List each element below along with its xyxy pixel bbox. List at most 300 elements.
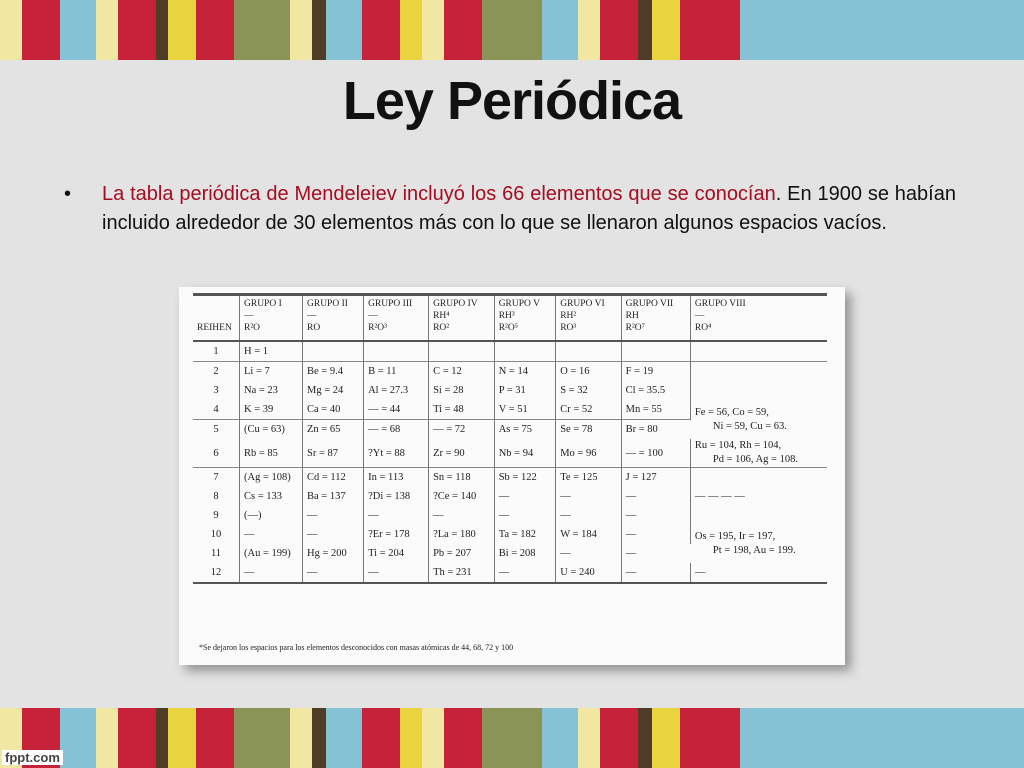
table-cell xyxy=(240,563,303,583)
table-cell xyxy=(690,341,827,362)
cell-text: Sr = 87 xyxy=(307,447,339,459)
header-group-4 xyxy=(429,295,495,342)
cell-text: — = 44 xyxy=(368,404,401,415)
cell-text: ?Di = 138 xyxy=(368,491,411,502)
header-line: GRUPO V xyxy=(498,299,540,309)
header-line: RO xyxy=(307,323,321,333)
stripe xyxy=(680,0,740,60)
table-cell xyxy=(240,420,303,440)
table-cell xyxy=(364,506,429,525)
header-group-8 xyxy=(690,295,827,342)
table-cell xyxy=(429,362,495,382)
table-cell xyxy=(364,420,429,440)
table-cell xyxy=(429,400,495,420)
table-cell xyxy=(621,506,690,525)
stripe xyxy=(638,0,652,60)
table-cell xyxy=(303,525,364,544)
table-cell xyxy=(556,381,621,400)
table-cell xyxy=(556,468,621,488)
row-number xyxy=(193,362,240,382)
cell-text: Os = 195, Ir = 197, xyxy=(694,531,776,542)
cell-text: Ti = 48 xyxy=(433,404,464,415)
header-group-6 xyxy=(556,295,621,342)
table-cell xyxy=(303,381,364,400)
table-cell xyxy=(556,525,621,544)
cell-text: — xyxy=(307,510,318,521)
table-cell xyxy=(240,525,303,544)
stripe xyxy=(444,708,482,768)
cell-text: 7 xyxy=(213,472,219,483)
cell-text: 1 xyxy=(213,346,219,357)
cell-text: (Cu = 63) xyxy=(244,424,285,435)
row-number xyxy=(193,544,240,563)
cell-text: 11 xyxy=(210,548,222,559)
cell-text: 9 xyxy=(213,510,219,521)
table-cell xyxy=(556,439,621,468)
header-line: GRUPO I xyxy=(244,299,282,309)
cell-text: — — — — xyxy=(694,490,745,502)
table-cell xyxy=(621,400,690,420)
header-line: RH xyxy=(625,311,639,321)
table-cell xyxy=(494,563,556,583)
table-row xyxy=(193,563,827,583)
table-cell xyxy=(621,381,690,400)
table-cell xyxy=(240,468,303,488)
header-line: RH⁴ xyxy=(433,311,450,321)
header-line: R²O⁵ xyxy=(498,323,519,333)
cell-text: Nb = 94 xyxy=(498,447,534,459)
cell-text: Si = 28 xyxy=(433,385,464,396)
stripe xyxy=(422,708,444,768)
bullet-paragraph xyxy=(64,180,956,238)
header-line: RH³ xyxy=(498,311,515,321)
table-cell xyxy=(621,563,690,583)
table-cell xyxy=(429,381,495,400)
cell-text: — xyxy=(625,491,637,502)
stripe xyxy=(444,0,482,60)
stripe xyxy=(156,708,168,768)
table-cell xyxy=(621,341,690,362)
table-cell xyxy=(494,381,556,400)
header-line: — xyxy=(244,311,254,321)
stripe xyxy=(290,0,312,60)
stripe xyxy=(234,0,290,60)
header-line: REIHEN xyxy=(197,323,232,333)
table-cell xyxy=(364,341,429,362)
table-cell xyxy=(429,544,495,563)
table-cell xyxy=(429,341,495,362)
cell-text: 8 xyxy=(213,491,219,502)
header-line: RO³ xyxy=(560,323,577,333)
table-cell xyxy=(621,439,690,468)
header-reihen xyxy=(193,295,240,342)
table-cell xyxy=(303,468,364,488)
table-row xyxy=(193,341,827,362)
table-cell xyxy=(240,506,303,525)
table-cell xyxy=(364,544,429,563)
table-cell xyxy=(556,487,621,506)
header-group-1 xyxy=(240,295,303,342)
table-cell xyxy=(556,506,621,525)
periodic-table-image xyxy=(179,287,845,665)
cell-text: ?Er = 178 xyxy=(368,529,410,540)
row-number xyxy=(193,506,240,525)
table-row xyxy=(193,487,827,506)
header-line: GRUPO IV xyxy=(433,299,478,309)
cell-text: Ta = 182 xyxy=(498,529,536,540)
table-cell xyxy=(303,400,364,420)
header-line: R²O⁷ xyxy=(625,323,645,333)
table-cell xyxy=(364,400,429,420)
cell-text: Pb = 207 xyxy=(433,548,472,559)
cell-text: ?Yt = 88 xyxy=(368,447,405,459)
table-cell xyxy=(364,439,429,468)
stripe xyxy=(60,708,96,768)
cell-text: — xyxy=(560,491,571,502)
stripe xyxy=(234,708,290,768)
table-cell xyxy=(364,362,429,382)
stripe xyxy=(400,708,422,768)
table-cell xyxy=(364,563,429,583)
cell-text: — xyxy=(307,567,318,578)
cell-text: Se = 78 xyxy=(560,424,593,435)
stripe xyxy=(482,0,542,60)
header-line: R²O xyxy=(244,323,261,333)
table-cell xyxy=(303,362,364,382)
table-cell xyxy=(690,468,827,488)
table-cell xyxy=(364,468,429,488)
cell-text: Mg = 24 xyxy=(307,385,344,396)
header-line: — xyxy=(307,311,317,321)
table-footnote: *Se dejaron los espacios para los elementos desconocidos con masas atómicas de 44, 68, 72 y 100 xyxy=(199,643,514,652)
cell-text: Bi = 208 xyxy=(498,548,536,559)
cell-text: N = 14 xyxy=(498,366,528,377)
stripe xyxy=(156,0,168,60)
table-cell xyxy=(494,439,556,468)
stripe xyxy=(0,0,22,60)
stripe xyxy=(362,708,400,768)
cell-text: Cd = 112 xyxy=(307,472,346,483)
cell-text: K = 39 xyxy=(244,404,274,415)
row-number xyxy=(193,563,240,583)
header-line: GRUPO III xyxy=(368,299,413,309)
table-cell xyxy=(494,506,556,525)
table-row xyxy=(193,468,827,488)
table-cell xyxy=(240,487,303,506)
cell-text: — = 72 xyxy=(433,424,466,435)
cell-text: 10 xyxy=(210,529,222,540)
table-cell xyxy=(690,381,827,400)
table-cell xyxy=(303,563,364,583)
stripe xyxy=(680,708,740,768)
cell-text: As = 75 xyxy=(498,424,533,435)
row-number xyxy=(193,341,240,362)
stripe xyxy=(482,708,542,768)
table-cell xyxy=(240,544,303,563)
cell-text: Rb = 85 xyxy=(244,447,278,459)
table-cell xyxy=(621,420,690,440)
stripe xyxy=(196,708,234,768)
table-cell xyxy=(240,381,303,400)
bottom-stripe-band xyxy=(0,708,1024,768)
table-cell xyxy=(429,439,495,468)
stripe xyxy=(600,0,638,60)
table-cell xyxy=(690,400,827,439)
table-cell xyxy=(494,362,556,382)
table-cell xyxy=(494,525,556,544)
cell-text: Cr = 52 xyxy=(560,404,593,415)
cell-text: — xyxy=(307,529,318,540)
cell-text: C = 12 xyxy=(433,366,462,377)
table-cell xyxy=(303,506,364,525)
bullet-dot: • xyxy=(64,183,72,205)
header-line: R²O³ xyxy=(368,323,387,333)
header-line xyxy=(197,310,235,322)
cell-text: — xyxy=(625,567,637,578)
table-cell xyxy=(364,525,429,544)
cell-text: (Ag = 108) xyxy=(244,472,291,483)
cell-text: — xyxy=(625,510,637,521)
table-cell xyxy=(429,525,495,544)
stripe xyxy=(326,708,362,768)
cell-text: Cl = 35.5 xyxy=(625,385,666,396)
stripe xyxy=(168,708,196,768)
header-group-2 xyxy=(303,295,364,342)
table-cell xyxy=(621,487,690,506)
stripe xyxy=(362,0,400,60)
cell-text: — xyxy=(244,529,255,540)
table-cell xyxy=(429,563,495,583)
table-cell xyxy=(556,341,621,362)
table-cell xyxy=(556,400,621,420)
stripe xyxy=(542,708,578,768)
cell-text: Mn = 55 xyxy=(625,404,662,415)
table-row xyxy=(193,381,827,400)
header-line: RH² xyxy=(560,311,577,321)
stripe xyxy=(196,0,234,60)
stripe xyxy=(168,0,196,60)
table-cell xyxy=(240,439,303,468)
cell-text: P = 31 xyxy=(498,385,526,396)
cell-text: Li = 7 xyxy=(244,366,270,377)
table-cell xyxy=(429,420,495,440)
cell-text: O = 16 xyxy=(560,366,590,377)
table-cell xyxy=(621,544,690,563)
table-cell xyxy=(303,544,364,563)
table-cell xyxy=(303,420,364,440)
stripe xyxy=(542,0,578,60)
cell-text: Be = 9.4 xyxy=(307,366,343,377)
cell-text: H = 1 xyxy=(244,346,269,357)
table-cell xyxy=(494,400,556,420)
cell-text: W = 184 xyxy=(560,529,597,540)
table-cell xyxy=(240,341,303,362)
cell-text: 3 xyxy=(213,385,219,396)
table-cell xyxy=(494,341,556,362)
cell-text: Ti = 204 xyxy=(368,548,404,559)
cell-text: — xyxy=(368,510,379,521)
cell-text: 6 xyxy=(213,447,219,459)
table-cell xyxy=(429,468,495,488)
cell-text: U = 240 xyxy=(560,567,595,578)
cell-text: — = 68 xyxy=(368,424,401,435)
row-number xyxy=(193,468,240,488)
header-group-7 xyxy=(621,295,690,342)
header-line: RO⁴ xyxy=(694,323,712,333)
cell-text: — xyxy=(498,510,510,521)
cell-text: J = 127 xyxy=(625,472,657,483)
cell-text: — xyxy=(694,566,706,578)
header-line: RO² xyxy=(433,323,450,333)
cell-text: ?La = 180 xyxy=(433,529,476,540)
stripe xyxy=(312,0,326,60)
top-stripe-band xyxy=(0,0,1024,60)
cell-text: Al = 27.3 xyxy=(368,385,409,396)
table-row xyxy=(193,400,827,420)
header-line: GRUPO VII xyxy=(625,299,674,309)
bullet-text xyxy=(102,180,956,238)
stripe xyxy=(118,708,156,768)
cell-text: Hg = 200 xyxy=(307,548,347,559)
cell-text: 4 xyxy=(213,404,219,415)
stripe xyxy=(578,0,600,60)
table-cell xyxy=(240,362,303,382)
table-cell xyxy=(556,420,621,440)
cell-text: — xyxy=(433,510,444,521)
table-cell xyxy=(494,487,556,506)
row-number xyxy=(193,525,240,544)
cell-text: ?Ce = 140 xyxy=(433,491,477,502)
table-cell xyxy=(556,362,621,382)
cell-text: — xyxy=(560,510,571,521)
cell-text: 2 xyxy=(213,366,219,377)
table-row xyxy=(193,506,827,525)
stripe xyxy=(638,708,652,768)
table-cell xyxy=(690,506,827,525)
cell-text: S = 32 xyxy=(560,385,588,396)
table-cell xyxy=(621,362,690,382)
cell-text: Mo = 96 xyxy=(560,447,597,459)
stripe xyxy=(600,708,638,768)
table-cell xyxy=(621,468,690,488)
cell-text: — xyxy=(560,548,571,559)
stripe xyxy=(96,708,118,768)
cell-text: — = 100 xyxy=(625,447,664,459)
cell-text: Th = 231 xyxy=(433,567,472,578)
table-cell xyxy=(494,468,556,488)
stripe xyxy=(578,708,600,768)
stripe xyxy=(652,708,680,768)
table-cell xyxy=(364,487,429,506)
cell-text: Ru = 104, Rh = 104, xyxy=(694,440,782,451)
cell-text: — xyxy=(368,567,379,578)
stripe xyxy=(290,708,312,768)
stripe xyxy=(96,0,118,60)
cell-text: Sb = 122 xyxy=(498,472,537,483)
cell-text: (—) xyxy=(244,510,262,521)
table-cell xyxy=(303,487,364,506)
cell-text: F = 19 xyxy=(625,366,654,377)
table-row xyxy=(193,362,827,382)
cell-text: Br = 80 xyxy=(625,424,658,435)
bullet-highlight: La tabla periódica de Mendeleiev incluyó los 66 elementos que se conocían xyxy=(102,183,776,205)
cell-text: In = 113 xyxy=(368,472,404,483)
table-cell xyxy=(690,439,827,468)
cell-text: — xyxy=(244,567,255,578)
table-cell xyxy=(690,487,827,506)
table-cell xyxy=(494,544,556,563)
stripe xyxy=(652,0,680,60)
cell-text: V = 51 xyxy=(498,404,528,415)
table-cell xyxy=(621,525,690,544)
mendeleev-table xyxy=(193,293,827,584)
stripe xyxy=(400,0,422,60)
cell-text: Fe = 56, Co = 59, xyxy=(694,406,769,418)
cell-text: Na = 23 xyxy=(244,385,278,396)
stripe xyxy=(422,0,444,60)
cell-text: Ni = 59, Cu = 63. xyxy=(712,420,787,432)
row-number xyxy=(193,487,240,506)
table-cell xyxy=(494,420,556,440)
cell-text: B = 11 xyxy=(368,366,397,377)
stripe xyxy=(22,0,60,60)
stripe xyxy=(118,0,156,60)
table-cell xyxy=(240,400,303,420)
header-line xyxy=(197,298,235,310)
cell-text: — xyxy=(625,529,637,540)
cell-text: 5 xyxy=(213,424,219,435)
cell-text: Sn = 118 xyxy=(433,472,471,483)
row-number xyxy=(193,420,240,440)
table-row xyxy=(193,439,827,468)
cell-text: — xyxy=(498,491,510,502)
header-line: GRUPO II xyxy=(307,299,348,309)
table-cell xyxy=(429,487,495,506)
cell-text: Cs = 133 xyxy=(244,491,283,502)
cell-text: — xyxy=(498,567,510,578)
table-row xyxy=(193,525,827,544)
cell-text: (Au = 199) xyxy=(244,548,291,559)
table-cell xyxy=(303,341,364,362)
table-cell xyxy=(690,525,827,563)
row-number xyxy=(193,400,240,420)
bullet-rest: . En 1900 se habían incluido alrededor de 30 elementos más con lo que se llenaron algunos espacios vacíos. xyxy=(102,183,956,234)
table-cell xyxy=(556,544,621,563)
cell-text: 12 xyxy=(210,567,222,578)
header-line: GRUPO VI xyxy=(560,299,605,309)
cell-text: Zr = 90 xyxy=(433,447,465,459)
header-line: GRUPO VIII xyxy=(694,299,746,309)
watermark: fppt.com xyxy=(2,750,63,765)
header-group-3 xyxy=(364,295,429,342)
table-cell xyxy=(690,362,827,382)
cell-text: — xyxy=(625,548,637,559)
table-cell xyxy=(556,563,621,583)
stripe xyxy=(740,708,1024,768)
table-cell xyxy=(303,439,364,468)
slide-title: Ley Periódica xyxy=(342,71,682,131)
header-group-5 xyxy=(494,295,556,342)
table-cell xyxy=(690,563,827,583)
header-line: — xyxy=(694,311,705,321)
stripe xyxy=(740,0,1024,60)
stripe xyxy=(312,708,326,768)
cell-text: Zn = 65 xyxy=(307,424,341,435)
cell-text: Te = 125 xyxy=(560,472,598,483)
row-number xyxy=(193,381,240,400)
cell-text: Ca = 40 xyxy=(307,404,341,415)
cell-text: Pd = 106, Ag = 108. xyxy=(712,454,798,465)
